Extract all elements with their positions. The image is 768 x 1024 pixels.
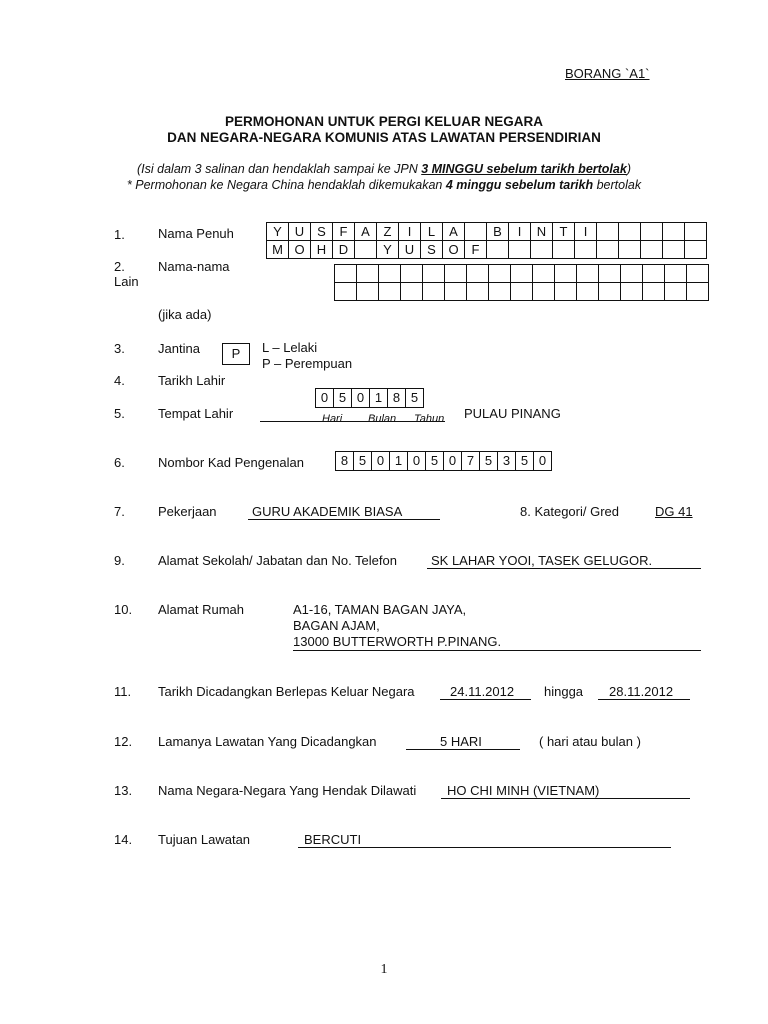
full-name-row-1-cell[interactable]: N [531, 223, 553, 241]
other-names-row-1 [335, 265, 709, 283]
full-name-row-2-cell[interactable]: U [399, 241, 421, 259]
other-names-row-1-cell[interactable] [489, 265, 511, 283]
full-name-row-2-cell[interactable]: O [289, 241, 311, 259]
full-name-row-2-cell[interactable] [641, 241, 663, 259]
field-1-label: Nama Penuh [158, 226, 234, 241]
field-12-label: Lamanya Lawatan Yang Dicadangkan [158, 734, 377, 749]
page-number: 1 [380, 962, 388, 977]
full-name-row-1-cell[interactable]: F [333, 223, 355, 241]
other-names-row-1-cell[interactable] [577, 265, 599, 283]
full-name-row-2-cell[interactable] [575, 241, 597, 259]
visit-duration-hint: ( hari atau bulan ) [539, 734, 641, 749]
other-names-row-1-cell[interactable] [643, 265, 665, 283]
field-10-label: Alamat Rumah [158, 602, 244, 617]
field-3-number: 3. [114, 341, 125, 356]
occupation-underline [248, 519, 440, 520]
birth-date-cell[interactable]: 0 [316, 389, 334, 408]
other-names-row-1-cell[interactable] [687, 265, 709, 283]
school-address-value[interactable]: SK LAHAR YOOI, TASEK GELUGOR. [431, 553, 653, 568]
full-name-row-2-cell[interactable] [355, 241, 377, 259]
other-names-row-2-cell[interactable] [357, 283, 379, 301]
field-6-number: 6. [114, 455, 125, 470]
field-14-label: Tujuan Lawatan [158, 832, 251, 847]
other-names-row-1-cell[interactable] [555, 265, 577, 283]
other-names-row-1-cell[interactable] [335, 265, 357, 283]
birth-place-value[interactable]: PULAU PINANG [464, 406, 561, 421]
full-name-row-1-cell[interactable]: T [553, 223, 575, 241]
home-address-line-1[interactable]: A1-16, TAMAN BAGAN JAYA, [293, 602, 467, 617]
other-names-row-2-cell[interactable] [379, 283, 401, 301]
full-name-grid[interactable] [266, 222, 707, 259]
ic-number-cell[interactable]: 3 [498, 452, 516, 471]
purpose-underline [298, 847, 671, 848]
other-names-row-1-cell[interactable] [665, 265, 687, 283]
gender-option-female: P – Perempuan [262, 356, 353, 371]
field-13-label: Nama Negara-Negara Yang Hendak Dilawati [158, 783, 417, 798]
ic-number-cell[interactable]: 0 [534, 452, 552, 471]
other-names-row-1-cell[interactable] [357, 265, 379, 283]
field-4-number: 4. [114, 373, 125, 388]
gender-option-male: L – Lelaki [262, 340, 318, 355]
full-name-row-2-cell[interactable] [597, 241, 619, 259]
full-name-row-1-cell[interactable] [597, 223, 619, 241]
birth-date-sub-year: Tahun [414, 413, 445, 425]
ic-number-grid[interactable] [335, 451, 552, 471]
full-name-row-1-cell[interactable]: A [355, 223, 377, 241]
field-5-number: 5. [114, 406, 125, 421]
full-name-row-1-cell[interactable]: L [421, 223, 443, 241]
ic-number-cell[interactable]: 8 [336, 452, 354, 471]
full-name-row-1 [267, 223, 707, 241]
other-names-row-1-cell[interactable] [401, 265, 423, 283]
departure-date-to[interactable]: 28.11.2012 [609, 684, 674, 699]
birth-date-cell[interactable]: 8 [388, 389, 406, 408]
note2-a: * Permohonan ke Negara China hendaklah dikemukakan [126, 178, 446, 192]
visit-duration-underline [406, 749, 520, 750]
other-names-row-1-cell[interactable] [445, 265, 467, 283]
form-code: BORANG `A1` [565, 66, 650, 81]
ic-number-cell[interactable]: 5 [516, 452, 534, 471]
other-names-row-2-cell[interactable] [445, 283, 467, 301]
note1-c: ) [626, 162, 631, 176]
other-names-row-1-cell[interactable] [533, 265, 555, 283]
field-11-number: 11. [114, 684, 132, 699]
field-7-number: 7. [114, 504, 125, 519]
full-name-row-1-cell[interactable] [619, 223, 641, 241]
full-name-row-2-cell[interactable] [553, 241, 575, 259]
field-9-label: Alamat Sekolah/ Jabatan dan No. Telefon [158, 553, 397, 568]
note-line-1 [0, 162, 768, 176]
ic-number-cell[interactable]: 0 [372, 452, 390, 471]
full-name-row-2 [267, 241, 707, 259]
other-names-row-2 [335, 283, 709, 301]
departure-to-underline [598, 699, 690, 700]
birth-date-sub-month: Bulan [368, 413, 397, 425]
other-names-row-1-cell[interactable] [379, 265, 401, 283]
other-names-row-2-cell[interactable] [401, 283, 423, 301]
birth-date-cell[interactable]: 5 [406, 389, 424, 408]
field-6-label: Nombor Kad Pengenalan [158, 455, 304, 470]
departure-from-underline [440, 699, 531, 700]
full-name-row-1-cell[interactable] [641, 223, 663, 241]
home-address-line-3[interactable]: 13000 BUTTERWORTH P.PINANG. [293, 634, 502, 649]
note2-c: bertolak [593, 178, 642, 192]
occupation-value[interactable]: GURU AKADEMIK BIASA [252, 504, 403, 519]
grade-value[interactable]: DG 41 [655, 504, 693, 519]
full-name-row-2-cell[interactable] [531, 241, 553, 259]
full-name-row-2-cell[interactable]: D [333, 241, 355, 259]
home-address-underline [293, 650, 701, 651]
title-line-2: DAN NEGARA-NEGARA KOMUNIS ATAS LAWATAN PERSENDIRIAN [167, 130, 601, 145]
note2-b: 4 minggu sebelum tarikh [445, 178, 594, 192]
ic-number-row [336, 452, 552, 471]
visit-duration-value[interactable]: 5 HARI [440, 734, 482, 749]
full-name-row-2-cell[interactable]: S [421, 241, 443, 259]
full-name-row-1-cell[interactable]: B [487, 223, 509, 241]
field-5-label: Tempat Lahir [158, 406, 234, 421]
birth-date-cell[interactable]: 1 [370, 389, 388, 408]
ic-number-cell[interactable]: 7 [462, 452, 480, 471]
other-names-row-2-cell[interactable] [533, 283, 555, 301]
ic-number-cell[interactable]: 5 [480, 452, 498, 471]
field-3-label: Jantina [158, 341, 200, 356]
field-9-number: 9. [114, 553, 125, 568]
gender-value-box[interactable]: P [222, 343, 250, 365]
field-2-number: 2. [114, 259, 125, 274]
ic-number-cell[interactable]: 0 [444, 452, 462, 471]
full-name-row-1-cell[interactable] [663, 223, 685, 241]
full-name-row-1-cell[interactable]: Z [377, 223, 399, 241]
birth-date-cell[interactable]: 5 [334, 389, 352, 408]
full-name-row-1-cell[interactable]: I [509, 223, 531, 241]
ic-number-cell[interactable]: 0 [408, 452, 426, 471]
full-name-row-2-cell[interactable]: M [267, 241, 289, 259]
other-names-row-2-cell[interactable] [423, 283, 445, 301]
other-names-row-2-cell[interactable] [467, 283, 489, 301]
full-name-row-1-cell[interactable]: S [311, 223, 333, 241]
full-name-row-1-cell[interactable]: U [289, 223, 311, 241]
birth-date-sub-day: Hari [322, 413, 343, 425]
other-names-row-2-cell[interactable] [687, 283, 709, 301]
other-names-row-2-cell[interactable] [577, 283, 599, 301]
countries-value[interactable]: HO CHI MINH (VIETNAM) [447, 783, 600, 798]
full-name-row-2-cell[interactable] [685, 241, 707, 259]
departure-date-from[interactable]: 24.11.2012 [450, 684, 515, 699]
title-line-1: PERMOHONAN UNTUK PERGI KELUAR NEGARA [224, 114, 543, 129]
full-name-row-2-cell[interactable] [509, 241, 531, 259]
full-name-row-1-cell[interactable]: I [399, 223, 421, 241]
full-name-row-1-cell[interactable]: Y [267, 223, 289, 241]
ic-number-cell[interactable]: 5 [426, 452, 444, 471]
field-13-number: 13. [114, 783, 133, 798]
field-2-label: Nama-nama [158, 259, 230, 274]
full-name-row-1-cell[interactable] [465, 223, 487, 241]
full-name-row-1-cell[interactable]: A [443, 223, 465, 241]
other-names-row-2-cell[interactable] [621, 283, 643, 301]
purpose-value[interactable]: BERCUTI [304, 832, 362, 847]
home-address-line-2[interactable]: BAGAN AJAM, [293, 618, 380, 633]
other-names-grid[interactable] [334, 264, 709, 301]
full-name-row-2-cell[interactable]: F [465, 241, 487, 259]
field-4-label: Tarikh Lahir [158, 373, 226, 388]
other-names-row-2-cell[interactable] [665, 283, 687, 301]
other-names-row-2-cell[interactable] [599, 283, 621, 301]
birth-date-row [316, 389, 424, 408]
note1-a: (Isi dalam 3 salinan dan hendaklah sampai ke JPN [137, 162, 422, 176]
birth-place-underline [260, 421, 445, 422]
field-2-label-2: Lain [114, 274, 139, 289]
departure-date-separator: hingga [544, 684, 584, 699]
other-names-row-2-cell[interactable] [489, 283, 511, 301]
other-names-row-1-cell[interactable] [511, 265, 533, 283]
countries-underline [441, 798, 690, 799]
other-names-row-2-cell[interactable] [335, 283, 357, 301]
full-name-row-2-cell[interactable]: O [443, 241, 465, 259]
other-names-row-1-cell[interactable] [621, 265, 643, 283]
field-14-number: 14. [114, 832, 133, 847]
full-name-row-2-cell[interactable]: Y [377, 241, 399, 259]
birth-date-grid[interactable] [315, 388, 424, 408]
other-names-row-2-cell[interactable] [511, 283, 533, 301]
school-address-underline [427, 568, 701, 569]
other-names-row-1-cell[interactable] [467, 265, 489, 283]
full-name-row-2-cell[interactable] [663, 241, 685, 259]
ic-number-cell[interactable]: 1 [390, 452, 408, 471]
full-name-row-1-cell[interactable] [685, 223, 707, 241]
field-11-label: Tarikh Dicadangkan Berlepas Keluar Negara [158, 684, 415, 699]
other-names-row-2-cell[interactable] [555, 283, 577, 301]
note-line-2 [0, 178, 768, 192]
field-12-number: 12. [114, 734, 133, 749]
field-7-label: Pekerjaan [158, 504, 217, 519]
field-1-number: 1. [114, 227, 125, 242]
full-name-row-2-cell[interactable]: H [311, 241, 333, 259]
full-name-row-1-cell[interactable]: I [575, 223, 597, 241]
other-names-row-1-cell[interactable] [423, 265, 445, 283]
full-name-row-2-cell[interactable] [619, 241, 641, 259]
other-names-row-2-cell[interactable] [643, 283, 665, 301]
field-10-number: 10. [114, 602, 133, 617]
field-8-label: 8. Kategori/ Gred [520, 504, 619, 519]
birth-date-cell[interactable]: 0 [352, 389, 370, 408]
ic-number-cell[interactable]: 5 [354, 452, 372, 471]
field-2-hint: (jika ada) [158, 307, 212, 322]
note1-b: 3 MINGGU sebelum tarikh bertolak [421, 162, 627, 176]
full-name-row-2-cell[interactable] [487, 241, 509, 259]
other-names-row-1-cell[interactable] [599, 265, 621, 283]
